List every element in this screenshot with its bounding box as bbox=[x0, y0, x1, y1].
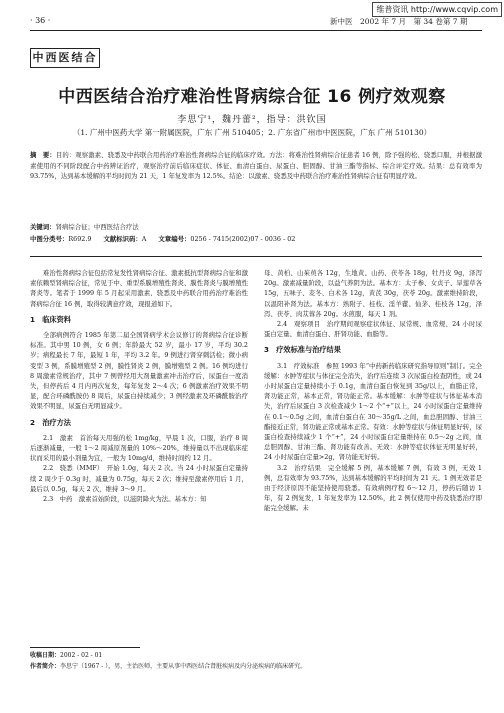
observation-paragraph: 2.4 观察项目 治疗期间观察症状体征、尿常规、血常规、24 小时尿蛋白定量、血清白蛋白、肝肾功能、血脂等。 bbox=[264, 320, 482, 339]
intro-paragraph: 难治性肾病综合征包括常复发性肾病综合征、激素抵抗型肾病综合征和激素依赖型肾病综合征，常见于中、重型系膜增殖性肾炎、膜性肾炎与膜增殖性肾炎等。笔者于 1999 年 5 月起采用激素、骁悉及中药联合用药治疗难治性肾病综合征 16 例，取得较满意疗效，现报道如下。 bbox=[30, 269, 248, 308]
clc-label: 中图分类号： bbox=[30, 235, 69, 243]
section-heading-clinical-data: 1 临床资料 bbox=[30, 314, 71, 324]
classification-line bbox=[30, 234, 482, 244]
section-heading-treatment: 2 治疗方法 bbox=[30, 417, 71, 427]
clinical-data-paragraph: 全部病例符合 1985 年第二届全国肾病学术会议修订的肾病综合征诊断标准。其中男 10 例，女 6 例；年龄最大 52 岁，最小 17 岁，平均 30.2 岁；病程最长 7 年，最短 1 年，平均 3.2 年。9 例进行肾穿刺活检；微小病变型 3 例，系膜增殖型 2 例，膜性肾炎 2 例，膜增殖型 2 例。16 例均进行 8 周激素常规治疗，其中 7 例曾经用大剂量激素冲击治疗后，尿蛋白一度消失，但停药后 4 月内再次复发，每年复发 2～4 次；6 例激素治疗效果不明显，配合环磷酰胺仍 8 周后，尿蛋白持续减少；3 例经激素及环磷酰胺治疗效果不明显，尿蛋白无明显减少。 bbox=[30, 331, 248, 411]
article-id-label: 文章编号： bbox=[158, 235, 191, 243]
author-affiliations: （1. 广州中医药大学 第一附属医院，广东 广州 510405；2. 广东省广州市中医医院，广东 广州 510130） bbox=[72, 128, 432, 137]
article-authors: 李思宁¹，魏丹蕾²，指导：洪钦国 bbox=[177, 115, 327, 125]
criteria-paragraph: 3.1 疗效标准 参照 1993 年“中药新药临床研究指导原则”制订。完全缓解：水肿等症状与体征完全消失，治疗后连续 3 次尿蛋白检查阴性，或 24 小时尿蛋白定量持续小于 0.1g，血清白蛋白恢复到 35g/以上，血脂正常，肾功能正常，基本正常，肾功能正常。基本缓解：水肿等症状与体征基本消失，治疗后尿蛋白 3 次检查减少 1～2 个“+”以上，24 小时尿蛋白定量维持在 0.1～0.5g 之间，血清白蛋白在 30～35g/L 之间，血总胆固醇、甘油三酯接近正常，肾功能正常或基本正常。有效：水肿等症状与体征明显好转，尿蛋白检查持续减少 1 个“+”，24 小时尿蛋白定量维持在 0.5～2g 之间，血总胆固醇、甘油三酯、肾功能有改善。无效：水肿等症状体征无明显好转，24 小时尿蛋白定量>2g，肾功能无好转。 bbox=[264, 361, 482, 462]
results-paragraph: 3.2 治疗结果 完全缓解 5 例，基本缓解 7 例，有效 3 例，无效 1 例，总有效率为 93.75%，达到基本缓解的平均时间为 21 天。1 例无效者是由于经济原因不能坚持使用骁悉。有效病例疗程 6～12 月，停药后随访 1 年，有 2 例复发，1 年复发率为 12.50%，此 2 例仅使用中药及骁悉治疗即能完全缓解。未 bbox=[264, 463, 482, 513]
doc-code-label: 文献标识码： bbox=[103, 235, 142, 243]
abstract-divider bbox=[30, 256, 482, 257]
right-column bbox=[264, 268, 482, 514]
author-bio-label: 作者简介： bbox=[30, 663, 61, 670]
received-date bbox=[30, 651, 482, 661]
footnote-rule bbox=[30, 647, 140, 648]
article-title: 中西医结合治疗难治性肾病综合征 16 例疗效观察 bbox=[58, 87, 446, 107]
abstract bbox=[30, 150, 482, 182]
section-heading-results: 3 疗效标准与治疗结果 bbox=[264, 345, 341, 355]
keywords-text: 肾病综合征；中西医结合疗法 bbox=[55, 223, 139, 231]
treatment-tcm-paragraph: 2.3 中药 激素首始阶段，以滋阴降火为法。基本方：知 bbox=[43, 495, 207, 504]
watermark-stamp: 维普资讯 http://www.cqvip.com bbox=[372, 2, 502, 17]
keywords bbox=[30, 222, 482, 232]
received-value: 2002 - 02 - 01 bbox=[60, 652, 103, 659]
section-label: 中西医结合 bbox=[30, 48, 100, 68]
author-bio bbox=[30, 662, 482, 672]
tcm-formula-paragraph: 母、黄柏、山茱萸各 12g，生地黄、山药、茯苓各 18g，牡丹皮 9g，泽泻 20g。激素减量阶段，以益气养阴为法。基本方：太子参、女贞子、旱莲草各 15g，五味子、麦冬、白术各 12g，黄芪 30g，茯苓 20g。激素维持阶段，以温阳补肾为法。基本方：熟附子、桂枝、淫羊藿、仙茅、桂枝各 12g，泽泻、茯苓、肉苁蓉各 20g。水煎服，每天 1 剂。 bbox=[264, 269, 482, 318]
abstract-text: 目的：观察激素、骁悉及中药联合用药治疗难治性肾病综合征的临床疗效。方法：将难治性肾病综合征患者 16 例，除予强的松、骁悉口服，并根据激素使用的不同阶段配合中药辨证治疗，观察治疗前后临床症状、体征、血清白蛋白、尿蛋白、胆固醇、甘油三酯等指标、综合评定疗效。结果：总有效率为 93.75%，达到基本缓解的平均时间为 21 天，1 年复发率为 12.5%。结论：以激素、骁悉及中药联合治疗难治性肾病综合征有明显疗效。 bbox=[30, 151, 482, 180]
treatment-mmf-paragraph: 2.2 骁悉（MMF） 开始 1.0g，每天 2 次。当 24 小时尿蛋白定量持续 2 周少于 0.3g 时，减量为 0.75g，每天 2 次；维持至激素停用后 1 月，最后以 0.5g，每天 2 次，维持 3～9 月。 bbox=[30, 464, 248, 493]
article-id-value: 0256 - 7415(2002)07 - 0036 - 02 bbox=[190, 235, 296, 243]
abstract-label: 摘 要： bbox=[30, 151, 56, 159]
header-rule bbox=[30, 30, 482, 31]
running-head: 新中医 2002 年 7 月 第 34 卷第 7 期 bbox=[330, 17, 468, 26]
author-bio-text: 李思宁（1967 - ），男，主治医师，主要从事中西医结合肾脏疾病及内分泌疾病的临床研究。 bbox=[60, 663, 307, 670]
treatment-hormone-paragraph: 2.1 激素 首治每天用强的松 1mg/kg，早晨 1 次，口服，治疗 8 周后逐渐减量，一般 1～2 周减原剂量的 10%～20%，维持量以不出现临床症状而采用的最小剂量为宜，一般为 10mg/d，维持时间约 12 月。 bbox=[30, 433, 248, 463]
clc-value: R692.9 bbox=[68, 235, 92, 243]
page-number: · 36 · bbox=[30, 16, 51, 25]
left-column bbox=[30, 268, 248, 504]
keywords-label: 关键词： bbox=[30, 223, 56, 231]
doc-code-value: A bbox=[141, 235, 147, 243]
received-label: 收稿日期： bbox=[30, 652, 61, 659]
